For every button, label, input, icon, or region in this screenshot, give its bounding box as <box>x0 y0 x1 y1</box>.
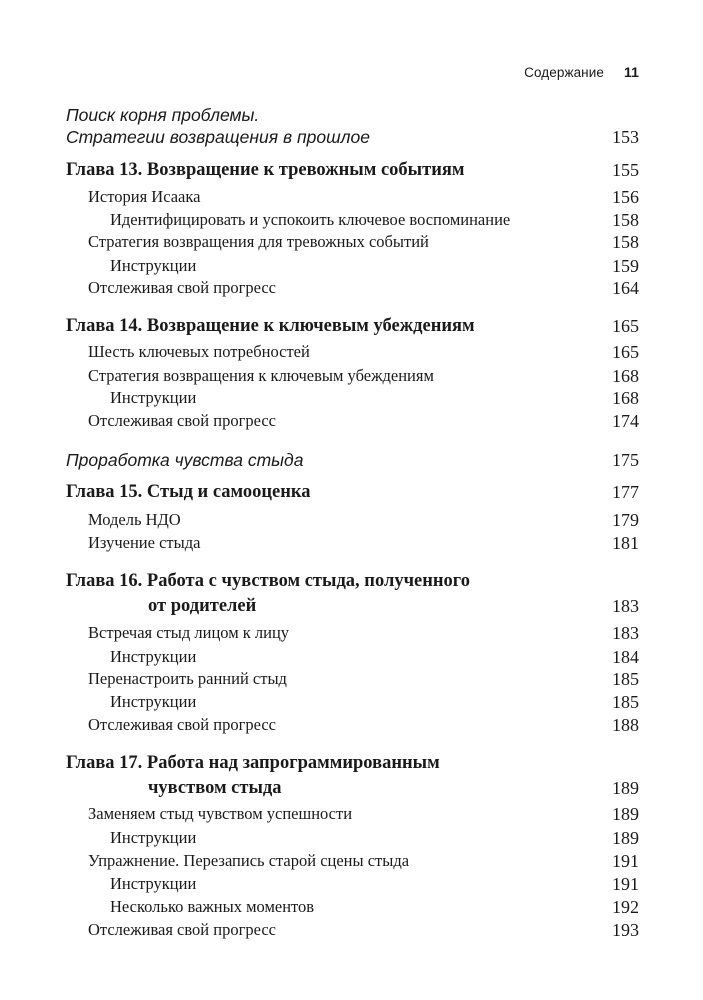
page-ref: 155 <box>612 160 639 180</box>
page-ref: 185 <box>612 669 639 689</box>
toc-entry[interactable]: Отслеживая свой прогресс 188 <box>88 715 639 735</box>
toc-entry[interactable]: Изучение стыда 181 <box>88 533 639 553</box>
part-heading-root-line1: Поиск корня проблемы. <box>66 105 260 125</box>
toc-entry[interactable]: Упражнение. Перезапись старой сцены стыда 191 <box>88 851 639 871</box>
page-ref: 185 <box>612 692 639 712</box>
toc-entry[interactable]: Заменяем стыд чувством успешности 189 <box>88 804 639 824</box>
toc-entry[interactable]: Отслеживая свой прогресс 193 <box>88 920 639 940</box>
page-ref: 153 <box>612 127 639 147</box>
page-ref: 158 <box>612 210 639 230</box>
running-header <box>524 64 639 80</box>
page-ref: 159 <box>612 256 639 276</box>
page-ref: 165 <box>612 342 639 362</box>
part-heading-shame[interactable] <box>66 449 639 471</box>
part-heading-root-label: Стратегии возвращения в прошлое <box>66 127 370 147</box>
page-ref: 189 <box>612 804 639 824</box>
page-ref: 189 <box>612 828 639 848</box>
toc-entry[interactable]: Перенастроить ранний стыд 185 <box>88 669 639 689</box>
toc-entry[interactable]: Несколько важных моментов 192 <box>110 897 639 917</box>
chapter-15-entry[interactable] <box>66 480 639 504</box>
toc-entry[interactable]: Отслеживая свой прогресс 164 <box>88 278 639 298</box>
chapter-13-title: Глава 13. Возвращение к тревожным событиям <box>66 160 465 180</box>
page-ref: 188 <box>612 715 639 735</box>
chapter-17-entry[interactable] <box>66 776 639 800</box>
chapter-14-entry[interactable] <box>66 314 639 338</box>
section-title: Содержание <box>524 65 604 80</box>
chapter-16-title-line2: от родителей <box>148 596 257 616</box>
page-ref: 183 <box>612 596 639 616</box>
page-ref: 179 <box>612 510 639 530</box>
page-ref: 174 <box>612 411 639 431</box>
page-ref: 193 <box>612 920 639 940</box>
chapter-13-entry[interactable] <box>66 158 639 182</box>
toc-entry[interactable]: История Исаака 156 <box>88 187 639 207</box>
chapter-16-title-line1: Глава 16. Работа с чувством стыда, полученного <box>66 571 471 591</box>
part-heading-root[interactable] <box>66 126 639 148</box>
page-ref: 164 <box>612 278 639 298</box>
chapter-16-entry[interactable] <box>66 594 639 618</box>
page-ref: 181 <box>612 533 639 553</box>
page-ref: 158 <box>612 232 639 252</box>
page-ref: 175 <box>612 450 639 470</box>
part-heading-shame-label: Проработка чувства стыда <box>66 450 304 470</box>
page-ref: 191 <box>612 874 639 894</box>
toc-entry[interactable]: Инструкции 185 <box>110 692 639 712</box>
chapter-15-title: Глава 15. Стыд и самооценка <box>66 482 311 502</box>
page-number: 11 <box>624 64 639 80</box>
toc-entry[interactable]: Инструкции 168 <box>110 388 639 408</box>
toc-entry[interactable]: Инструкции 191 <box>110 874 639 894</box>
toc-entry[interactable]: Инструкции 184 <box>110 647 639 667</box>
toc-entry[interactable]: Стратегия возвращения к ключевым убеждениям 168 <box>88 366 639 386</box>
chapter-17-title-line1: Глава 17. Работа над запрограммированным <box>66 753 440 773</box>
toc-entry[interactable]: Идентифицировать и успокоить ключевое воспоминание 158 <box>110 210 639 230</box>
toc-entry[interactable]: Встречая стыд лицом к лицу 183 <box>88 623 639 643</box>
page-ref: 165 <box>612 316 639 336</box>
toc-entry[interactable]: Инструкции 189 <box>110 828 639 848</box>
toc-entry[interactable]: Отслеживая свой прогресс 174 <box>88 411 639 431</box>
toc-entry[interactable]: Модель НДО 179 <box>88 510 639 530</box>
page-ref: 177 <box>612 482 639 502</box>
page-ref: 156 <box>612 187 639 207</box>
page-ref: 168 <box>612 366 639 386</box>
toc-entry[interactable]: Шесть ключевых потребностей 165 <box>88 342 639 362</box>
chapter-17-title-line2: чувством стыда <box>148 778 282 798</box>
page-ref: 184 <box>612 647 639 667</box>
chapter-14-title: Глава 14. Возвращение к ключевым убеждениям <box>66 316 475 336</box>
toc-entry[interactable]: Инструкции 159 <box>110 256 639 276</box>
page-ref: 189 <box>612 778 639 798</box>
page-ref: 192 <box>612 897 639 917</box>
page-ref: 191 <box>612 851 639 871</box>
page-ref: 168 <box>612 388 639 408</box>
page-ref: 183 <box>612 623 639 643</box>
toc-entry[interactable]: Стратегия возвращения для тревожных событий 158 <box>88 232 639 252</box>
